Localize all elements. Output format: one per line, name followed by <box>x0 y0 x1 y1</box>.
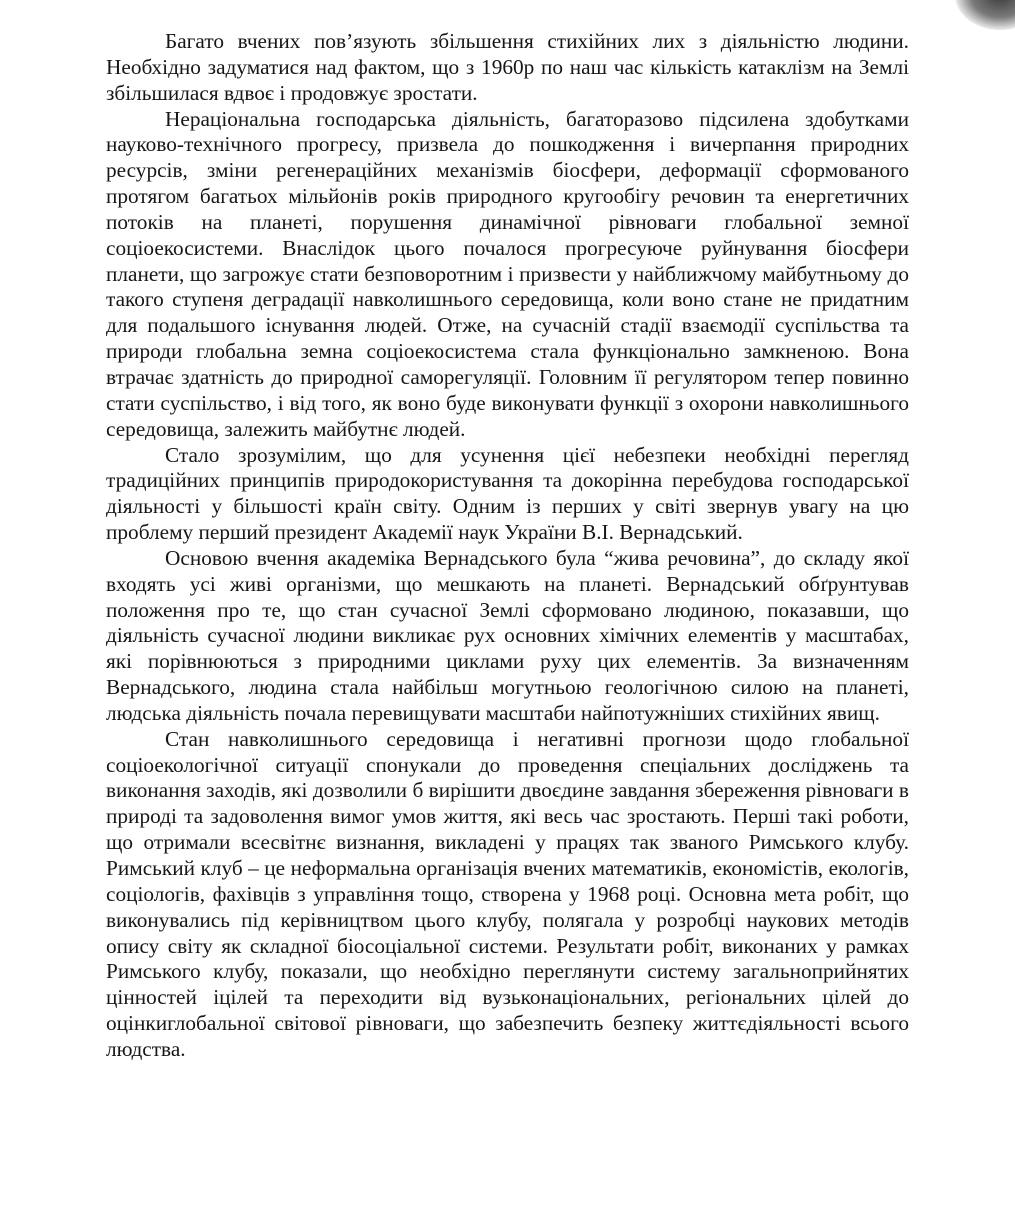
corner-shadow <box>955 0 1015 30</box>
paragraph-natural-disasters: Багато вчених пов’язують збільшення стихійних лих з діяльністю людини. Необхідно задуматися над фактом, що з 1960р по наш час кількість катаклізм на Землі збільшилася вдвоє і продовжує зростати. <box>106 29 909 105</box>
paragraph-irrational-economy: Нераціональна господарська діяльність, багаторазово підсилена здобутками науково-технічного прогресу, призвела до пошкодження і вичерпання природних ресурсів, зміни регенераційних механізмів біосфери, деформації сформованого протягом багатьох мільйонів років природного кругообігу речовин та енергетичних потоків на планеті, порушення динамічної рівноваги глобальної земної соціоекосистеми. Внаслідок цього почалося прогресуюче руйнування біосфери планети, що загрожує стати безповоротним і призвести у найближчому майбутньому до такого ступеня деградації навколишнього середовища, коли воно стане не придатним для подальшого існування людей. Отже, на сучасній стадії взаємодії суспільства та природи глобальна земна соціоекосистема стала функціонально замкненою. Вона втрачає здатність до природної саморегуляції. Головним її регулятором тепер повинно стати суспільство, і від того, як воно буде виконувати функції з охорони навколишнього середовища, залежить майбутнє людей. <box>106 106 909 441</box>
paragraph-vernadsky-intro: Стало зрозумілим, що для усунення цієї небезпеки необхідні перегляд традиційних принципів природокористування та докорінна перебудова господарської діяльності у більшості країн світу. Одним із перших у світі звернув увагу на цю проблему перший президент Академії наук України В.І. Вернадський. <box>106 442 909 545</box>
document-body <box>106 29 909 1063</box>
paragraph-living-matter: Основою вчення академіка Вернадського була “жива речовина”, до складу якої входять усі живі організми, що мешкають на планеті. Вернадський обґрунтував положення про те, що стан сучасної Землі сформовано людиною, показавши, що діяльність сучасної людини викликає рух основних хімічних елементів у масштабах, які порівнюються з природними циклами руху цих елементів. За визначенням Вернадського, людина стала найбільш могутньою геологічною силою на планеті, людська діяльність почала перевищувати масштаби найпотужніших стихійних явищ. <box>106 545 909 725</box>
paragraph-club-of-rome: Стан навколишнього середовища і негативні прогнози щодо глобальної соціоекологічної ситуації спонукали до проведення спеціальних досліджень та виконання заходів, які дозволили б вирішити двоєдине завдання збереження рівноваги в природі та задоволення вимог умов життя, які весь час зростають. Перші такі роботи, що отримали всесвітнє визнання, викладені у працях так званого Римського клубу. Римський клуб – це неформальна організація вчених математиків, економістів, екологів, соціологів, фахівців з управління тощо, створена у 1968 році. Основна мета робіт, що виконувались під керівництвом цього клубу, полягала у розробці наукових методів опису світу як складної біосоціальної системи. Результати робіт, виконаних у рамках Римського клубу, показали, що необхідно переглянути систему загальноприйнятих цінностей іцілей та переходити від вузьконаціональних, регіональних цілей до оцінкиглобальної світової рівноваги, що забезпечить безпеку життєдіяльності всього людства. <box>106 726 909 1061</box>
